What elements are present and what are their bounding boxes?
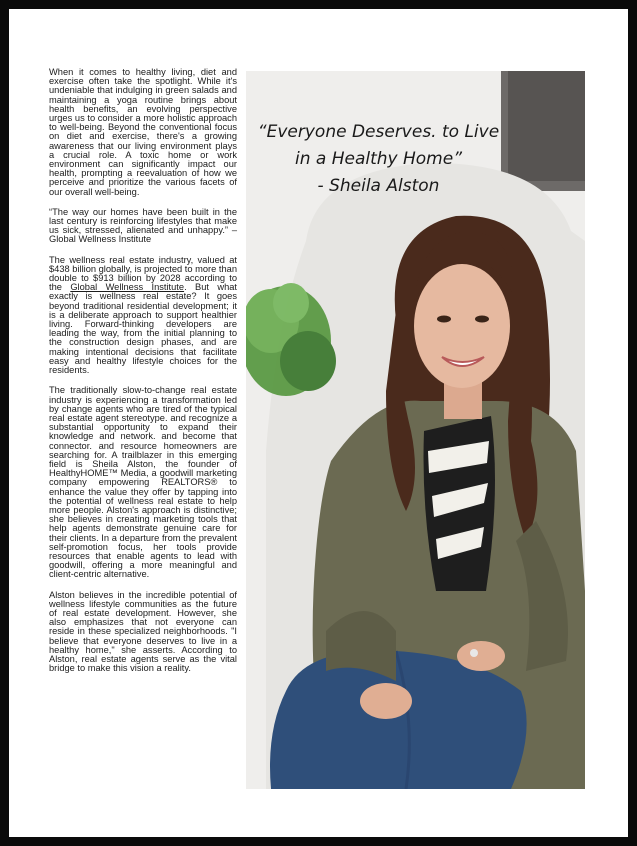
article-paragraph: When it comes to healthy living, diet and exercise often take the spotlight. While it's undeniable that indulging in green salads and maintaining a yoga routine brings about health benefits, an evolving perspective urges us to consider a more holistic approach to well-being. Beyond the conventional focus on diet and exercise, there's a growing awareness that our living environment plays a crucial role. A toxic home or work environment can significantly impact our health, prompting a reevaluation of how we perceive and prioritize the various facets of our overall well-being. (49, 67, 237, 197)
paragraph-text: The wellness real estate industry, valued at $438 billion globally, is projected to more than double to $913 billion by 2028 according to the (49, 254, 237, 293)
paragraph-text: . But what exactly is wellness real estate? It goes beyond traditional residential development; it is a deliberate approach to support healthier living. Forward-thinking developers are leading the way, from the initial planning to the construction design phases, and are making intentional decisions that facilitate easy and healthy lifestyle choices for the residents. (49, 282, 237, 376)
quote-attribution: - Sheila Alston (317, 176, 440, 196)
global-wellness-institute-link[interactable]: Global Wellness Institute (70, 282, 185, 293)
article-paragraph: The traditionally slow-to-change real estate industry is experiencing a transformation led by change agents who are tired of the typical real estate agent stereotype. and recognize a substantial opportunity to expand their knowledge and network. and become that connector. and resource homeowners are searching for. A trailblazer in this emerging field is Sheila Alston, the founder of HealthyHOME™ Media, a goodwill marketing company empowering REALTORS® to enhance the value they offer by tapping into the potential of wellness real estate to help more people. Alston's approach is distinctive; she believes in creating marketing tools that help agents demonstrate genuine care for their clients. In a departure from the prevalent self-promotion focus, her tools provide resources that enable agents to lead with goodwill, offering a more meaningful and client-centric alternative. (49, 385, 237, 580)
article-paragraph: “The way our homes have been built in the last century is reinforcing lifestyles that make us sick, stressed, alienated and unhappy.” – Global Wellness Institute (49, 206, 237, 245)
article-paragraph (49, 256, 237, 376)
quote-line: in a Healthy Home” (294, 149, 463, 169)
portrait-photo (246, 71, 585, 789)
article-column (49, 68, 237, 684)
article-paragraph: Alston believes in the incredible potential of wellness lifestyle communities as the future of real estate development. However, she also emphasizes that not everyone can reside in these specialized neighborhoods. "I believe that everyone deserves to live in a healthy home," she asserts. According to Alston, real estate agents serve as the vital bridge to make this vision a reality. (49, 589, 237, 674)
quote-line: “Everyone Deserves. to Live (257, 122, 500, 142)
magazine-page (9, 9, 628, 837)
pull-quote (246, 119, 511, 200)
